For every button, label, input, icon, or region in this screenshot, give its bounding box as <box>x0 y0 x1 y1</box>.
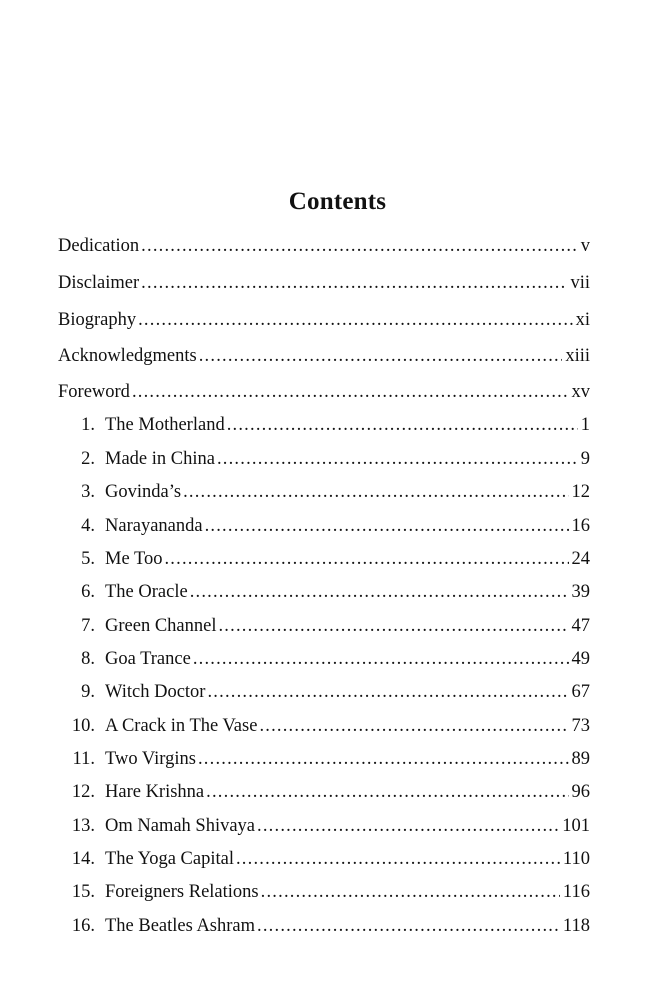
toc-entry-page: xv <box>571 382 590 402</box>
chapter-page: 118 <box>562 916 590 936</box>
chapter-page: 67 <box>571 682 590 702</box>
toc-entry-disclaimer <box>58 273 590 297</box>
toc-entry-label: Dedication <box>58 236 140 256</box>
chapter-title: The Beatles Ashram <box>105 916 256 936</box>
dot-leader <box>257 816 559 837</box>
dot-leader <box>193 649 569 670</box>
chapter-number: 15. <box>71 882 95 902</box>
chapter-title: Om Namah Shivaya <box>105 816 256 836</box>
chapter-number: 9. <box>81 682 95 702</box>
toc-chapter-6 <box>58 582 590 606</box>
chapter-title: Foreigners Relations <box>105 882 259 902</box>
chapter-page: 110 <box>562 849 590 869</box>
dot-leader <box>183 482 568 503</box>
dot-leader <box>236 849 560 870</box>
chapter-number: 5. <box>81 549 95 569</box>
toc-chapter-8 <box>58 649 590 673</box>
chapter-number: 1. <box>81 415 95 435</box>
toc-entry-label: Foreword <box>58 382 130 402</box>
dot-leader <box>259 716 568 737</box>
chapter-title: The Motherland <box>105 415 225 435</box>
chapter-page: 89 <box>571 749 590 769</box>
toc-entry-label: Disclaimer <box>58 273 140 293</box>
toc-entry-page: vii <box>570 273 590 293</box>
chapter-title: The Oracle <box>105 582 188 602</box>
chapter-page: 73 <box>571 716 590 736</box>
chapter-number: 13. <box>71 816 95 836</box>
chapter-page: 47 <box>571 616 590 636</box>
toc-chapter-14 <box>58 849 590 873</box>
chapter-title: The Yoga Capital <box>105 849 234 869</box>
toc-entry-biography <box>58 310 590 334</box>
chapter-page: 116 <box>562 882 590 902</box>
dot-leader <box>227 415 578 436</box>
dot-leader <box>141 273 567 294</box>
chapter-number: 10. <box>71 716 95 736</box>
dot-leader <box>205 516 569 537</box>
toc-chapter-7 <box>58 616 590 640</box>
chapter-number: 3. <box>81 482 95 502</box>
chapter-number: 11. <box>72 749 95 769</box>
chapter-page: 96 <box>571 782 590 802</box>
chapter-number: 4. <box>81 516 95 536</box>
toc-entry-label: Acknowledgments <box>58 346 197 366</box>
toc-chapter-13 <box>58 816 590 840</box>
dot-leader <box>257 916 560 937</box>
chapter-page: 9 <box>580 449 590 469</box>
dot-leader <box>141 236 578 257</box>
chapter-title: Witch Doctor <box>105 682 206 702</box>
toc-entry-page: v <box>580 236 590 256</box>
toc-chapter-10 <box>58 716 590 740</box>
toc-chapter-5 <box>58 549 590 573</box>
toc-entry-label: Biography <box>58 310 137 330</box>
chapter-number: 7. <box>81 616 95 636</box>
toc-chapter-16 <box>58 916 590 940</box>
toc-entry-acknowledgments <box>58 346 590 370</box>
toc-entry-foreword <box>58 382 590 406</box>
chapter-title: Hare Krishna <box>105 782 205 802</box>
toc-chapter-11 <box>58 749 590 773</box>
chapter-title: Me Too <box>105 549 163 569</box>
chapter-number: 2. <box>81 449 95 469</box>
dot-leader <box>206 782 568 803</box>
chapter-page: 12 <box>571 482 590 502</box>
chapter-title: Green Channel <box>105 616 217 636</box>
chapter-number: 12. <box>71 782 95 802</box>
toc-chapter-2 <box>58 449 590 473</box>
dot-leader <box>207 682 568 703</box>
chapter-page: 16 <box>571 516 590 536</box>
chapter-page: 49 <box>571 649 590 669</box>
chapter-title: Narayananda <box>105 516 203 536</box>
chapter-number: 14. <box>71 849 95 869</box>
chapter-title: Made in China <box>105 449 215 469</box>
chapter-page: 101 <box>562 816 590 836</box>
dot-leader <box>132 382 569 403</box>
chapter-page: 1 <box>580 415 590 435</box>
chapter-title: Govinda’s <box>105 482 182 502</box>
chapter-page: 39 <box>571 582 590 602</box>
toc-entry-dedication <box>58 236 590 260</box>
toc-chapter-9 <box>58 682 590 706</box>
toc-chapter-1 <box>58 415 590 439</box>
dot-leader <box>217 449 578 470</box>
chapter-number: 16. <box>71 916 95 936</box>
toc-chapter-15 <box>58 882 590 906</box>
toc-entry-page: xiii <box>565 346 590 366</box>
toc-chapter-12 <box>58 782 590 806</box>
chapter-number: 8. <box>81 649 95 669</box>
page-title: Contents <box>288 188 387 215</box>
dot-leader <box>261 882 560 903</box>
dot-leader <box>198 749 569 770</box>
dot-leader <box>164 549 568 570</box>
toc-entry-page: xi <box>575 310 590 330</box>
chapter-title: A Crack in The Vase <box>105 716 258 736</box>
toc-chapter-3 <box>58 482 590 506</box>
dot-leader <box>199 346 563 367</box>
toc-chapter-4 <box>58 516 590 540</box>
chapter-number: 6. <box>81 582 95 602</box>
dot-leader <box>218 616 568 637</box>
chapter-title: Goa Trance <box>105 649 191 669</box>
chapter-page: 24 <box>571 549 590 569</box>
table-of-contents <box>58 0 590 1000</box>
dot-leader <box>190 582 569 603</box>
dot-leader <box>138 310 573 331</box>
chapter-title: Two Virgins <box>105 749 196 769</box>
